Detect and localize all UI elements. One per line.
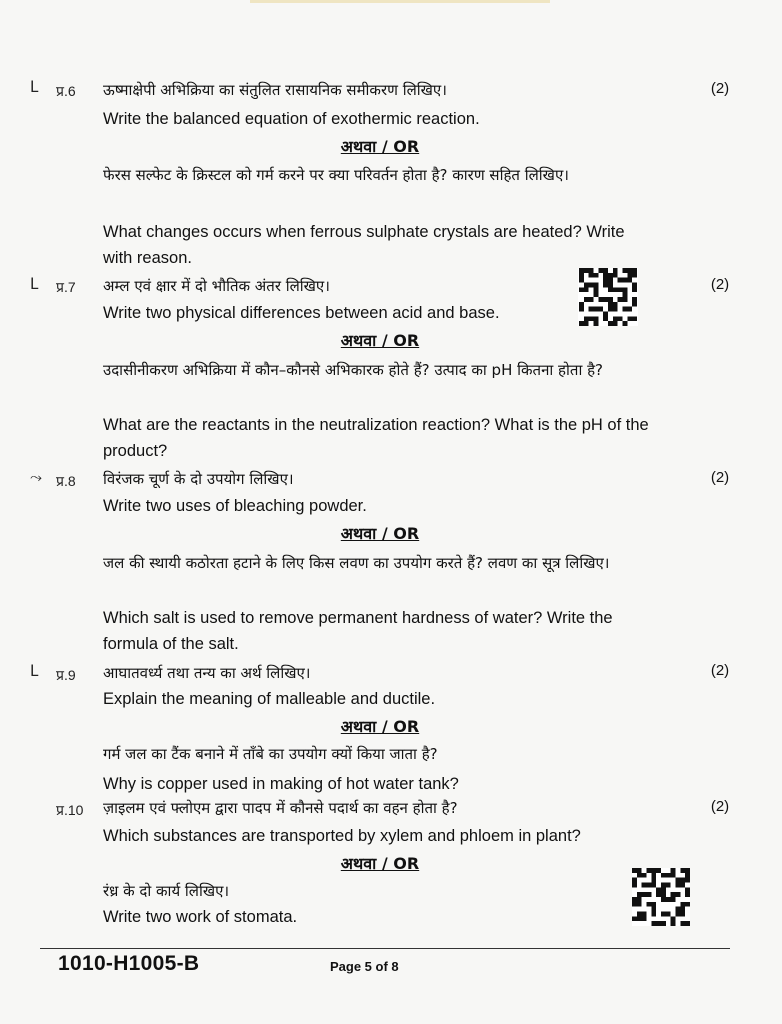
question-9-alt-hindi: गर्म जल का टैंक बनाने में ताँबे का उपयोग क्यों किया जाता है? <box>103 745 438 763</box>
question-10-alt-hindi: रंध्र के दो कार्य लिखिए। <box>103 882 230 900</box>
question-8-or: अथवा / OR <box>340 524 420 543</box>
question-6-hindi: ऊष्माक्षेपी अभिक्रिया का संतुलित रासायनिक समीकरण लिखिए। <box>103 81 447 99</box>
check-mark-icon: ᒪ <box>30 275 39 293</box>
check-mark-icon: ⤳ <box>30 468 43 486</box>
question-6-marks: (2) <box>710 80 730 97</box>
question-10-hindi: ज़ाइलम एवं फ्लोएम द्वारा पादप में कौनसे पदार्थ का वहन होता है? <box>103 799 458 817</box>
question-9-marks: (2) <box>710 662 730 679</box>
qr-code-icon <box>578 268 638 326</box>
page-number: Page 5 of 8 <box>330 959 399 974</box>
question-7-alt-hindi: उदासीनीकरण अभिक्रिया में कौन–कौनसे अभिकारक होते हैं? उत्पाद का pH कितना होता है? <box>103 361 604 379</box>
question-8-alt-hindi: जल की स्थायी कठोरता हटाने के लिए किस लवण का उपयोग करते हैं? लवण का सूत्र लिखिए। <box>103 554 610 572</box>
question-6-or: अथवा / OR <box>340 137 420 156</box>
footer-divider <box>40 948 730 949</box>
question-7-marks: (2) <box>710 276 730 293</box>
check-mark-icon: ᒪ <box>30 78 39 96</box>
question-7-alt-english: What are the reactants in the neutralization reaction? What is the pH of the product? <box>103 416 649 460</box>
question-8-number: प्र.8 <box>56 473 76 489</box>
question-9-hindi: आघातवर्ध्य तथा तन्य का अर्थ लिखिए। <box>103 664 311 682</box>
question-6-english: Write the balanced equation of exothermic reaction. <box>103 110 480 128</box>
paper-code: 1010-H1005-B <box>58 952 200 975</box>
question-9-number: प्र.9 <box>56 667 76 683</box>
question-6-number: प्र.6 <box>56 83 76 99</box>
question-10-english: Which substances are transported by xylem and phloem in plant? <box>103 827 581 845</box>
scan-edge <box>250 0 550 3</box>
question-7-english: Write two physical differences between acid and base. <box>103 304 500 322</box>
question-7-hindi: अम्ल एवं क्षार में दो भौतिक अंतर लिखिए। <box>103 277 330 295</box>
question-10-alt-english: Write two work of stomata. <box>103 908 298 926</box>
question-6-alt-english: What changes occurs when ferrous sulphate crystals are heated? Write with reason. <box>103 223 625 267</box>
question-9-english: Explain the meaning of malleable and ductile. <box>103 690 436 708</box>
question-8-hindi: विरंजक चूर्ण के दो उपयोग लिखिए। <box>103 470 294 488</box>
question-8-alt-english: Which salt is used to remove permanent hardness of water? Write the formula of the salt. <box>103 609 613 653</box>
question-7-or: अथवा / OR <box>340 331 420 350</box>
question-10-marks: (2) <box>710 798 730 815</box>
question-8-english: Write two uses of bleaching powder. <box>103 497 367 515</box>
question-8-marks: (2) <box>710 469 730 486</box>
question-10-or: अथवा / OR <box>340 854 420 873</box>
question-9-alt-english: Why is copper used in making of hot water tank? <box>103 775 459 793</box>
check-mark-icon: ᒪ <box>30 662 39 680</box>
question-7-number: प्र.7 <box>56 279 76 295</box>
question-6-alt-hindi: फेरस सल्फेट के क्रिस्टल को गर्म करने पर क्या परिवर्तन होता है? कारण सहित लिखिए। <box>103 166 569 184</box>
question-10-number: प्र.10 <box>56 802 84 818</box>
qr-code-icon <box>632 868 690 926</box>
question-9-or: अथवा / OR <box>340 717 420 736</box>
